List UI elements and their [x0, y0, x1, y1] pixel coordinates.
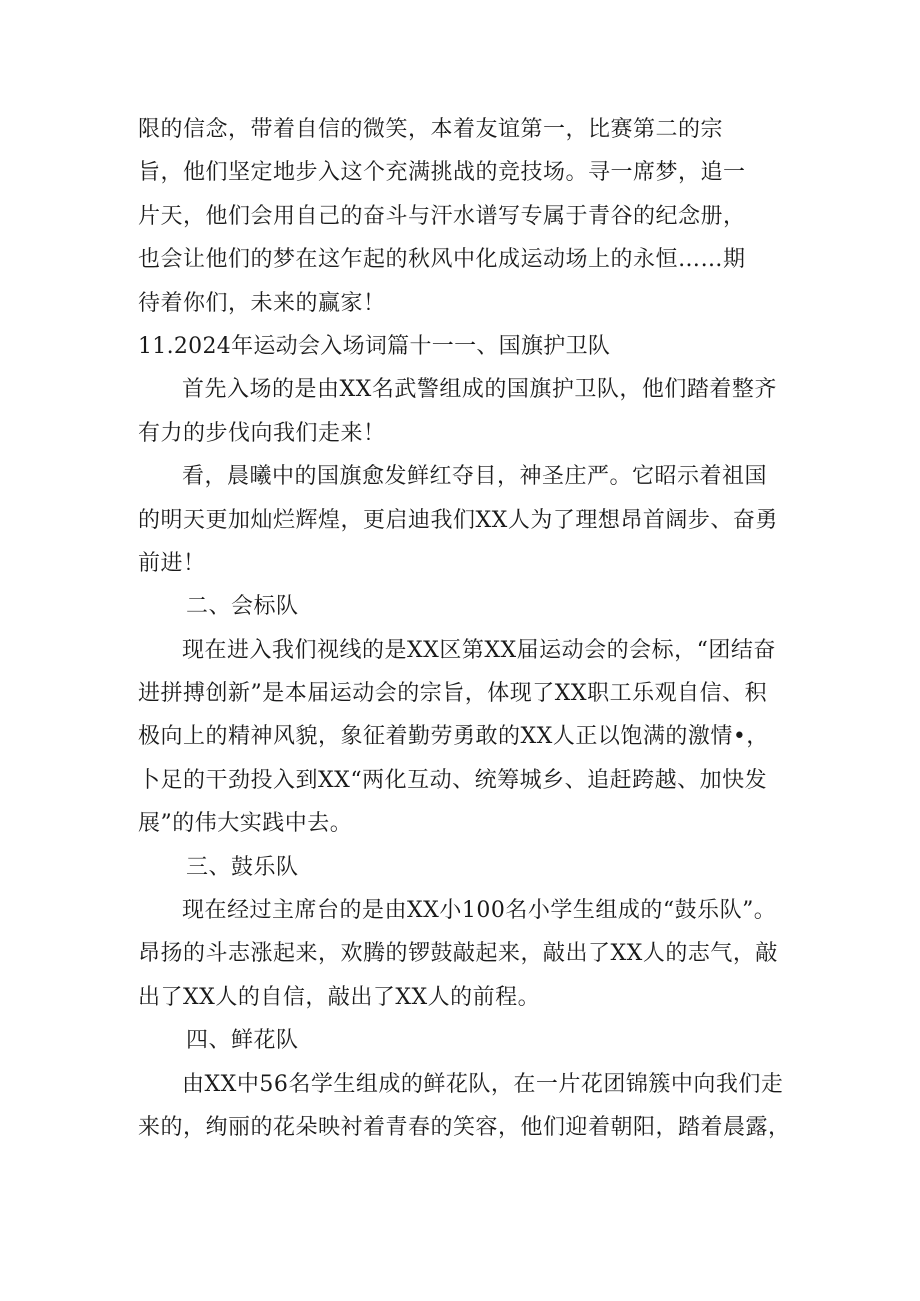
paragraph-line: 由XX中56名学生组成的鲜花队，在一片花团锦簇中向我们走	[182, 1071, 784, 1097]
paragraph-line: 展”的伟大实践中去。	[138, 811, 353, 837]
section-heading: 二、会标队	[186, 594, 299, 620]
paragraph-line: 卜足的干劲投入到XX“两化互动、统筹城乡、追赶跨越、加快发	[138, 767, 768, 793]
paragraph-line: 现在经过主席台的是由XX小100名小学生组成的“鼓乐队”。	[182, 898, 777, 924]
paragraph-line: 来的，绚丽的花朵映衬着青春的笑容，他们迎着朝阳，踏着晨露，	[138, 1114, 791, 1140]
paragraph-line: 看，晨曦中的国旗愈发鲜红夺目，神圣庄严。它昭示着祖国	[182, 464, 768, 490]
document-body	[138, 108, 798, 1149]
paragraph-line: 进拼搏创新”是本届运动会的宗旨，体现了XX职工乐观自信、积	[138, 681, 768, 707]
paragraph-line: 极向上的精神风貌，象征着勤劳勇敢的XX人正以饱满的激情•，	[138, 724, 769, 750]
paragraph-line: 待着你们，未来的赢家！	[138, 290, 386, 316]
paragraph-line: 片天，他们会用自己的奋斗与汗水谱写专属于青谷的纪念册，	[138, 203, 746, 229]
paragraph-line: 前进！	[138, 550, 206, 576]
section-title: 11.2024年运动会入场词篇十一一、国旗护卫队	[138, 333, 611, 359]
paragraph-line: 昂扬的斗志涨起来，欢腾的锣鼓敲起来，敲出了XX人的志气，敲	[138, 941, 778, 967]
section-heading: 三、鼓乐队	[186, 854, 299, 880]
paragraph-line: 旨，他们坚定地步入这个充满挑战的竞技场。寻一席梦，追一	[138, 160, 746, 186]
paragraph-line: 出了XX人的自信，敲出了XX人的前程。	[138, 984, 541, 1010]
paragraph-line: 的明天更加灿烂辉煌，更启迪我们XX人为了理想昂首阔步、奋勇	[138, 507, 778, 533]
paragraph-line: 现在进入我们视线的是XX区第XX届运动会的会标，“团结奋	[182, 637, 776, 663]
paragraph-line: 有力的步伐向我们走来！	[138, 420, 386, 446]
paragraph-line: 首先入场的是由XX名武警组成的国旗护卫队，他们踏着整齐	[182, 377, 777, 403]
section-heading: 四、鲜花队	[186, 1028, 299, 1054]
paragraph-line: 也会让他们的梦在这乍起的秋风中化成运动场上的永恒……期	[138, 247, 746, 273]
paragraph-line: 限的信念，带着自信的微笑，本着友谊第一，比赛第二的宗	[138, 117, 724, 142]
